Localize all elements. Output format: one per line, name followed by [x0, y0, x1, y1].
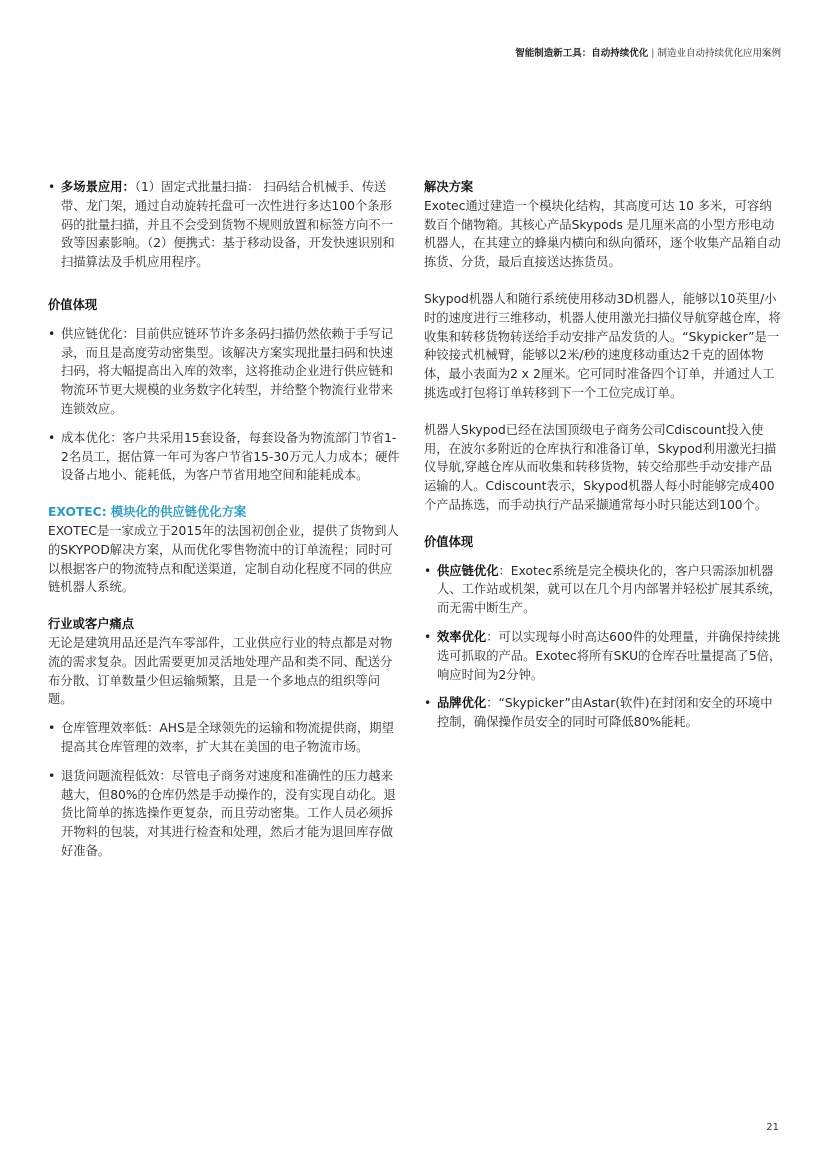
bullet-text: （1）固定式批量扫描： 扫码结合机械手、传送带、龙门架，通过自动旋转托盘可一次性进行多达100个条形码的批量扫描，并且不会受到货物不规则放置和标签方向不一致等因素影响。（2）便携式：基于移动设备，开发快速识别和扫描算法及手机应用程序。: [61, 180, 395, 270]
bullet-text: ：Exotec系统是完全模块化的，客户只需添加机器人、工作站或机架，就可以在几个月内部署并轻松扩展其系统，而无需中断生产。: [437, 563, 782, 616]
solution-paragraph-2: Skypod机器人和随行系统使用移动3D机器人，能够以10英里/小时的速度进行三维移动，机器人使用激光扫描仪导航穿越仓库，将收集和转移货物转送给手动安排产品发货的人。“Skypicker”是一种铰接式机械臂，能够以2米/秒的速度移动重达2千克的固体物体，最小表面为2 x 2厘米。它可同时准备四个订单，并通过人工挑选或打包将订单转移到下一个工位完成订单。: [424, 291, 781, 400]
list-item: [424, 562, 782, 618]
list-item: • 退货问题流程低效：尽管电子商务对速度和准确性的压力越来越大，但80%的仓库仍然是手动操作的，没有实现自动化。退货比简单的拣选操作更复杂，而且劳动密集。工作人员必须拆开物料的包装，对其进行检查和处理，然后才能为退回库存做好准备。: [48, 767, 404, 861]
left-column: [48, 178, 404, 861]
solution-paragraph-1: Exotec通过建造一个模块化结构，其高度可达 10 多米，可容纳数百个储物箱。其核心产品Skypods 是几厘米高的小型方形电动机器人，在其建立的蜂巢内横向和纵向循环，逐个收集产品箱自动拣货、分货，最后直接送达拣货员。: [424, 198, 781, 270]
bullet-label: 品牌优化: [437, 696, 487, 711]
header-separator: |: [651, 48, 655, 59]
exotec-paragraph: EXOTEC是一家成立于2015年的法国初创企业，提供了货物到人的SKYPOD解决方案，从而优化零售物流中的订单流程；同时可以根据客户的物流特点和配送渠道，定制自动化程度不同的供应链机器人系统。: [48, 523, 399, 595]
pain-heading: 行业或客户痛点: [48, 617, 135, 632]
value-heading: 价值体现: [424, 534, 474, 549]
bullet-label: 供应链优化: [437, 563, 499, 578]
header-title: 智能制造新工具：自动持续优化: [515, 48, 649, 59]
list-item: • 仓库管理效率低：AHS是全球领先的运输和物流提供商，期望提高其仓库管理的效率，扩大其在美国的电子物流市场。: [48, 719, 404, 757]
list-item: [424, 628, 782, 684]
list-item: • 成本优化：客户共采用15套设备，每套设备为物流部门节省1-2名员工，据估算一年可为客户节省15-30万元人力成本；硬件设备占地小、能耗低，为客户节省用地空间和能耗成本。: [48, 429, 404, 485]
multi-scenario-bullet: [48, 178, 404, 272]
solution-paragraph-3: 机器人Skypod已经在法国顶级电子商务公司Cdiscount投入使用，在波尔多附近的仓库执行和准备订单，Skypod利用激光扫描仪导航,穿越仓库从而收集和转移货物，转交给那些手动安排产品运输的人。Cdiscount表示，Skypod机器人每小时能够完成400个产品拣选，而手动执行产品采撷通常每小时只能达到100个。: [424, 422, 777, 512]
section-heading-exotec: EXOTEC: 模块化的供应链优化方案: [48, 505, 247, 520]
bullet-text: ：可以实现每小时高达600件的处理量，并确保持续挑选可抓取的产品。Exotec将所有SKU的仓库吞吐量提高了5倍，响应时间为2分钟。: [437, 629, 782, 682]
page-number: 21: [766, 1122, 779, 1133]
list-item: [424, 694, 782, 732]
bullet-label: 多场景应用：: [61, 180, 135, 194]
list-item: • 供应链优化：目前供应链环节许多条码扫描仍然依赖于手写记录，而且是高度劳动密集型。该解决方案实现批量扫码和快速扫码，将大幅提高出入库的效率，这将推动企业进行供应链和物流环节更大规模的业务数字化转型，并给整个物流行业带来连锁效应。: [48, 325, 404, 419]
running-header: [515, 45, 781, 59]
solution-heading: 解决方案: [424, 180, 474, 194]
bullet-text: ：“Skypicker”由Astar(软件)在封闭和安全的环境中控制，确保操作员安全的同时可降低80%能耗。: [437, 696, 773, 730]
value-heading: 价值体现: [48, 297, 98, 312]
bullet-label: 效率优化: [437, 629, 487, 644]
header-subtitle: 制造业自动持续优化应用案例: [657, 48, 781, 59]
right-column: [424, 178, 782, 732]
pain-paragraph: 无论是建筑用品还是汽车零部件，工业供应行业的特点都是对物流的需求复杂。因此需要更加灵活地处理产品和类不同、配送分布分散、订单数量少但运输频繁，且是一个多地点的组织等问题。: [48, 635, 393, 707]
